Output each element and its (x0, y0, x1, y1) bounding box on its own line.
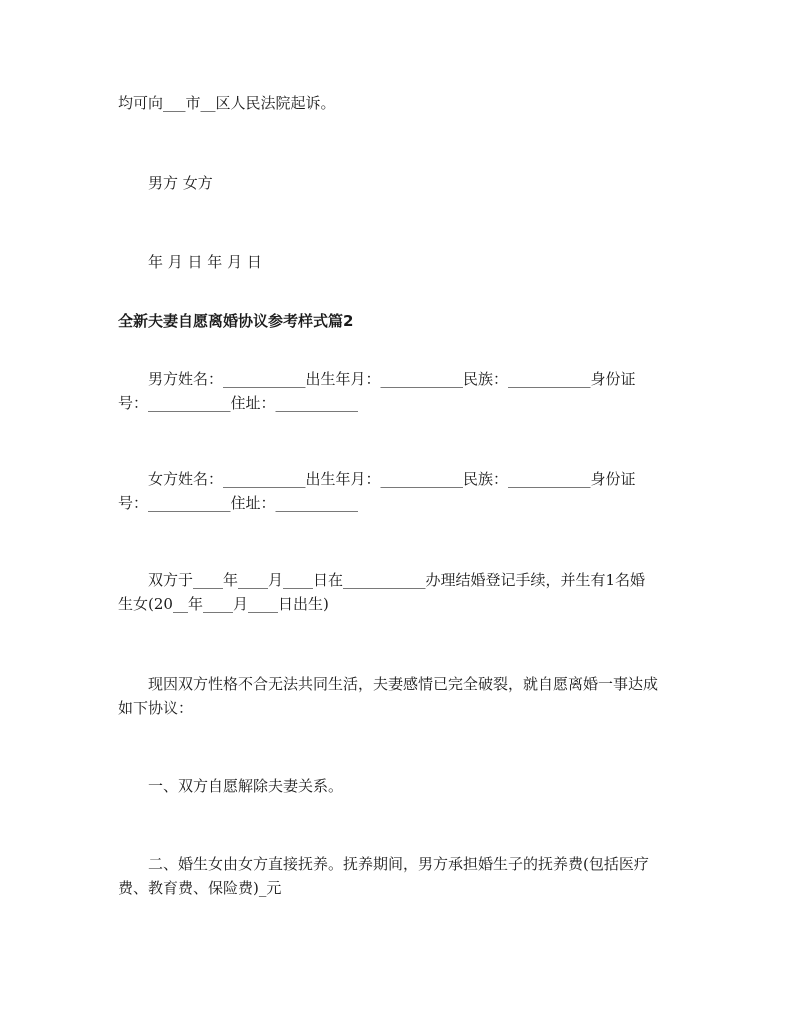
male-info-row-2: 号：___________住址：___________ (118, 394, 359, 412)
male-info-row-1: 男方姓名：___________出生年月：___________民族：___________身份证 (148, 370, 636, 388)
reason-paragraph (118, 672, 678, 720)
clause-2-paragraph (118, 852, 678, 900)
marriage-row-2: 生女(20__年____月____日出生) (118, 595, 329, 613)
signature-parties: 男方 女方 (148, 174, 213, 192)
marriage-row-1: 双方于____年____月____日在___________办理结婚登记手续，并生有1名婚 (148, 571, 646, 589)
signature-dates: 年 月 日 年 月 日 (148, 253, 262, 271)
section-title: 全新夫妻自愿离婚协议参考样式篇2 (118, 312, 354, 330)
clause-2-row-2: 费、教育费、保险费)_元 (118, 879, 282, 897)
marriage-paragraph (118, 568, 678, 616)
clause-1: 一、双方自愿解除夫妻关系。 (148, 777, 344, 795)
reason-row-2: 如下协议： (118, 699, 194, 717)
reason-row-1: 现因双方性格不合无法共同生活，夫妻感情已完全破裂，就自愿离婚一事达成 (148, 675, 659, 693)
male-info-paragraph (118, 367, 678, 415)
female-info-paragraph (118, 467, 678, 515)
female-info-row-2: 号：___________住址：___________ (118, 494, 359, 512)
clause-2-row-1: 二、婚生女由女方直接抚养。抚养期间，男方承担婚生子的抚养费(包括医疗 (148, 855, 649, 873)
court-clause-text: 均可向___市__区人民法院起诉。 (118, 94, 336, 112)
female-info-row-1: 女方姓名：___________出生年月：___________民族：___________身份证 (148, 470, 636, 488)
